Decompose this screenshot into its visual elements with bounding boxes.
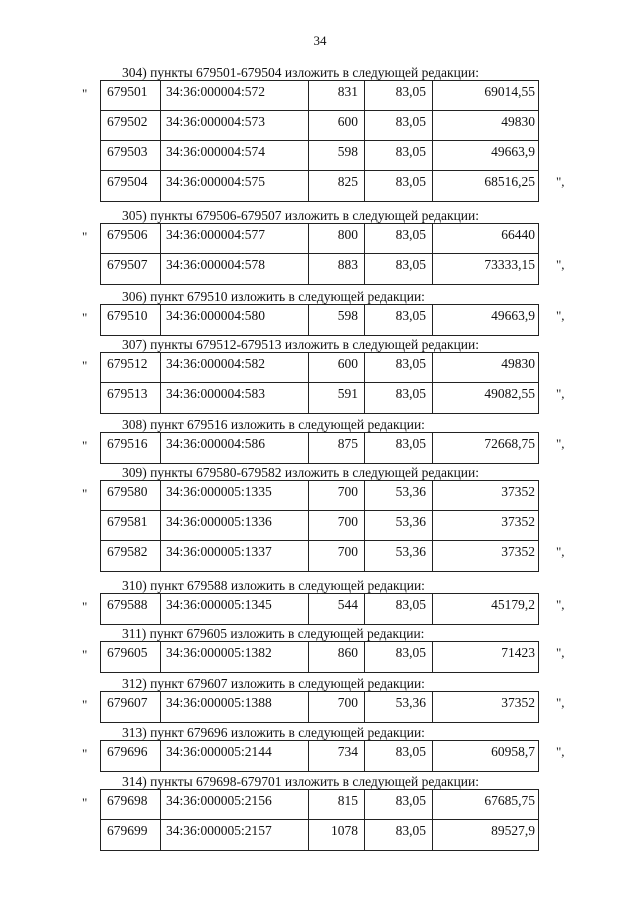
entry-number-cell: 679588 <box>101 594 161 624</box>
section-heading: 305) пункты 679506-679507 изложить в следующей редакции: <box>122 208 479 223</box>
area-cell: 700 <box>309 692 365 722</box>
cadastral-number-cell: 34:36:000005:2156 <box>161 790 309 819</box>
amount-cell: 45179,2 <box>491 597 535 612</box>
amount-cell: 60958,7 <box>491 744 535 759</box>
entry-table <box>100 789 539 851</box>
area-cell: 825 <box>309 171 365 201</box>
table-row <box>101 433 538 463</box>
rate-cell: 53,36 <box>365 481 433 510</box>
table-row <box>101 511 538 541</box>
closing-quote: ", <box>556 695 565 710</box>
section-heading: 306) пункт 679510 изложить в следующей редакции: <box>122 289 425 304</box>
rate-cell: 53,36 <box>365 511 433 540</box>
opening-quote: " <box>82 86 88 101</box>
opening-quote: " <box>82 746 88 761</box>
entry-number-cell: 679502 <box>101 111 161 140</box>
closing-quote: ", <box>556 386 565 401</box>
closing-quote: ", <box>556 257 565 272</box>
section-heading: 307) пункты 679512-679513 изложить в следующей редакции: <box>122 337 479 352</box>
entry-number-cell: 679506 <box>101 224 161 253</box>
entry-number-cell: 679698 <box>101 790 161 819</box>
table-row <box>101 642 538 672</box>
cadastral-number-cell: 34:36:000005:2144 <box>161 741 309 771</box>
opening-quote: " <box>82 438 88 453</box>
area-cell: 883 <box>309 254 365 284</box>
amount-cell: 72668,75 <box>484 436 535 451</box>
entry-table <box>100 480 539 572</box>
opening-quote: " <box>82 795 88 810</box>
entry-number-cell: 679696 <box>101 741 161 771</box>
amount-cell: 37352 <box>501 695 535 710</box>
area-cell: 598 <box>309 141 365 170</box>
rate-cell: 83,05 <box>365 642 433 672</box>
cadastral-number-cell: 34:36:000005:1337 <box>161 541 309 571</box>
table-row <box>101 692 538 722</box>
closing-quote: ", <box>556 744 565 759</box>
entry-table <box>100 641 539 673</box>
area-cell: 700 <box>309 481 365 510</box>
table-row <box>101 141 538 171</box>
amount-cell: 37352 <box>501 484 535 499</box>
rate-cell: 83,05 <box>365 254 433 284</box>
section-heading: 312) пункт 679607 изложить в следующей редакции: <box>122 676 425 691</box>
opening-quote: " <box>82 486 88 501</box>
amount-cell: 37352 <box>501 544 535 559</box>
rate-cell: 83,05 <box>365 171 433 201</box>
entry-number-cell: 679503 <box>101 141 161 170</box>
closing-quote: ", <box>556 174 565 189</box>
closing-quote: ", <box>556 308 565 323</box>
amount-cell: 73333,15 <box>484 257 535 272</box>
entry-number-cell: 679582 <box>101 541 161 571</box>
entry-number-cell: 679605 <box>101 642 161 672</box>
area-cell: 600 <box>309 111 365 140</box>
rate-cell: 83,05 <box>365 594 433 624</box>
opening-quote: " <box>82 647 88 662</box>
table-row <box>101 594 538 624</box>
rate-cell: 83,05 <box>365 224 433 253</box>
entry-number-cell: 679607 <box>101 692 161 722</box>
entry-number-cell: 679507 <box>101 254 161 284</box>
rate-cell: 83,05 <box>365 820 433 850</box>
entry-table <box>100 80 539 202</box>
entry-number-cell: 679510 <box>101 305 161 335</box>
cadastral-number-cell: 34:36:000004:574 <box>161 141 309 170</box>
entry-table <box>100 432 539 464</box>
cadastral-number-cell: 34:36:000004:578 <box>161 254 309 284</box>
area-cell: 700 <box>309 541 365 571</box>
cadastral-number-cell: 34:36:000004:577 <box>161 224 309 253</box>
cadastral-number-cell: 34:36:000005:1388 <box>161 692 309 722</box>
entry-table <box>100 593 539 625</box>
cadastral-number-cell: 34:36:000004:586 <box>161 433 309 463</box>
opening-quote: " <box>82 310 88 325</box>
section-heading: 311) пункт 679605 изложить в следующей редакции: <box>122 626 425 641</box>
table-row <box>101 820 538 850</box>
entry-number-cell: 679513 <box>101 383 161 413</box>
table-row <box>101 741 538 771</box>
amount-cell: 71423 <box>501 645 535 660</box>
entry-number-cell: 679580 <box>101 481 161 510</box>
entry-number-cell: 679516 <box>101 433 161 463</box>
section-heading: 310) пункт 679588 изложить в следующей редакции: <box>122 578 425 593</box>
area-cell: 800 <box>309 224 365 253</box>
table-row <box>101 224 538 254</box>
area-cell: 598 <box>309 305 365 335</box>
rate-cell: 83,05 <box>365 383 433 413</box>
cadastral-number-cell: 34:36:000005:1336 <box>161 511 309 540</box>
table-row <box>101 111 538 141</box>
table-row <box>101 481 538 511</box>
table-row <box>101 305 538 335</box>
table-row <box>101 541 538 571</box>
cadastral-number-cell: 34:36:000005:1345 <box>161 594 309 624</box>
rate-cell: 83,05 <box>365 433 433 463</box>
rate-cell: 53,36 <box>365 541 433 571</box>
rate-cell: 83,05 <box>365 305 433 335</box>
area-cell: 1078 <box>309 820 365 850</box>
section-heading: 304) пункты 679501-679504 изложить в следующей редакции: <box>122 65 479 80</box>
page-number: 34 <box>313 33 327 48</box>
amount-cell: 49663,9 <box>491 308 535 323</box>
area-cell: 700 <box>309 511 365 540</box>
opening-quote: " <box>82 229 88 244</box>
cadastral-number-cell: 34:36:000004:573 <box>161 111 309 140</box>
opening-quote: " <box>82 697 88 712</box>
entry-table <box>100 691 539 723</box>
amount-cell: 49830 <box>501 114 535 129</box>
entry-table <box>100 304 539 336</box>
section-heading: 314) пункты 679698-679701 изложить в следующей редакции: <box>122 774 479 789</box>
entry-table <box>100 352 539 414</box>
rate-cell: 83,05 <box>365 141 433 170</box>
table-row <box>101 353 538 383</box>
entry-number-cell: 679699 <box>101 820 161 850</box>
amount-cell: 69014,55 <box>484 84 535 99</box>
area-cell: 600 <box>309 353 365 382</box>
table-row <box>101 790 538 820</box>
table-row <box>101 81 538 111</box>
opening-quote: " <box>82 599 88 614</box>
rate-cell: 83,05 <box>365 741 433 771</box>
amount-cell: 49663,9 <box>491 144 535 159</box>
entry-number-cell: 679512 <box>101 353 161 382</box>
amount-cell: 49830 <box>501 356 535 371</box>
amount-cell: 89527,9 <box>491 823 535 838</box>
area-cell: 831 <box>309 81 365 110</box>
closing-quote: ", <box>556 544 565 559</box>
cadastral-number-cell: 34:36:000004:582 <box>161 353 309 382</box>
amount-cell: 49082,55 <box>484 386 535 401</box>
cadastral-number-cell: 34:36:000004:575 <box>161 171 309 201</box>
rate-cell: 83,05 <box>365 353 433 382</box>
entry-number-cell: 679501 <box>101 81 161 110</box>
entry-table <box>100 740 539 772</box>
area-cell: 875 <box>309 433 365 463</box>
area-cell: 734 <box>309 741 365 771</box>
amount-cell: 37352 <box>501 514 535 529</box>
entry-number-cell: 679581 <box>101 511 161 540</box>
area-cell: 591 <box>309 383 365 413</box>
rate-cell: 83,05 <box>365 81 433 110</box>
rate-cell: 83,05 <box>365 790 433 819</box>
table-row <box>101 171 538 201</box>
entry-table <box>100 223 539 285</box>
table-row <box>101 254 538 284</box>
table-row <box>101 383 538 413</box>
closing-quote: ", <box>556 597 565 612</box>
cadastral-number-cell: 34:36:000005:1382 <box>161 642 309 672</box>
amount-cell: 66440 <box>501 227 535 242</box>
cadastral-number-cell: 34:36:000004:572 <box>161 81 309 110</box>
amount-cell: 67685,75 <box>484 793 535 808</box>
closing-quote: ", <box>556 436 565 451</box>
entry-number-cell: 679504 <box>101 171 161 201</box>
area-cell: 815 <box>309 790 365 819</box>
cadastral-number-cell: 34:36:000005:1335 <box>161 481 309 510</box>
opening-quote: " <box>82 358 88 373</box>
rate-cell: 53,36 <box>365 692 433 722</box>
cadastral-number-cell: 34:36:000004:583 <box>161 383 309 413</box>
closing-quote: ", <box>556 645 565 660</box>
area-cell: 544 <box>309 594 365 624</box>
section-heading: 309) пункты 679580-679582 изложить в следующей редакции: <box>122 465 479 480</box>
area-cell: 860 <box>309 642 365 672</box>
section-heading: 308) пункт 679516 изложить в следующей редакции: <box>122 417 425 432</box>
rate-cell: 83,05 <box>365 111 433 140</box>
amount-cell: 68516,25 <box>484 174 535 189</box>
cadastral-number-cell: 34:36:000005:2157 <box>161 820 309 850</box>
section-heading: 313) пункт 679696 изложить в следующей редакции: <box>122 725 425 740</box>
cadastral-number-cell: 34:36:000004:580 <box>161 305 309 335</box>
